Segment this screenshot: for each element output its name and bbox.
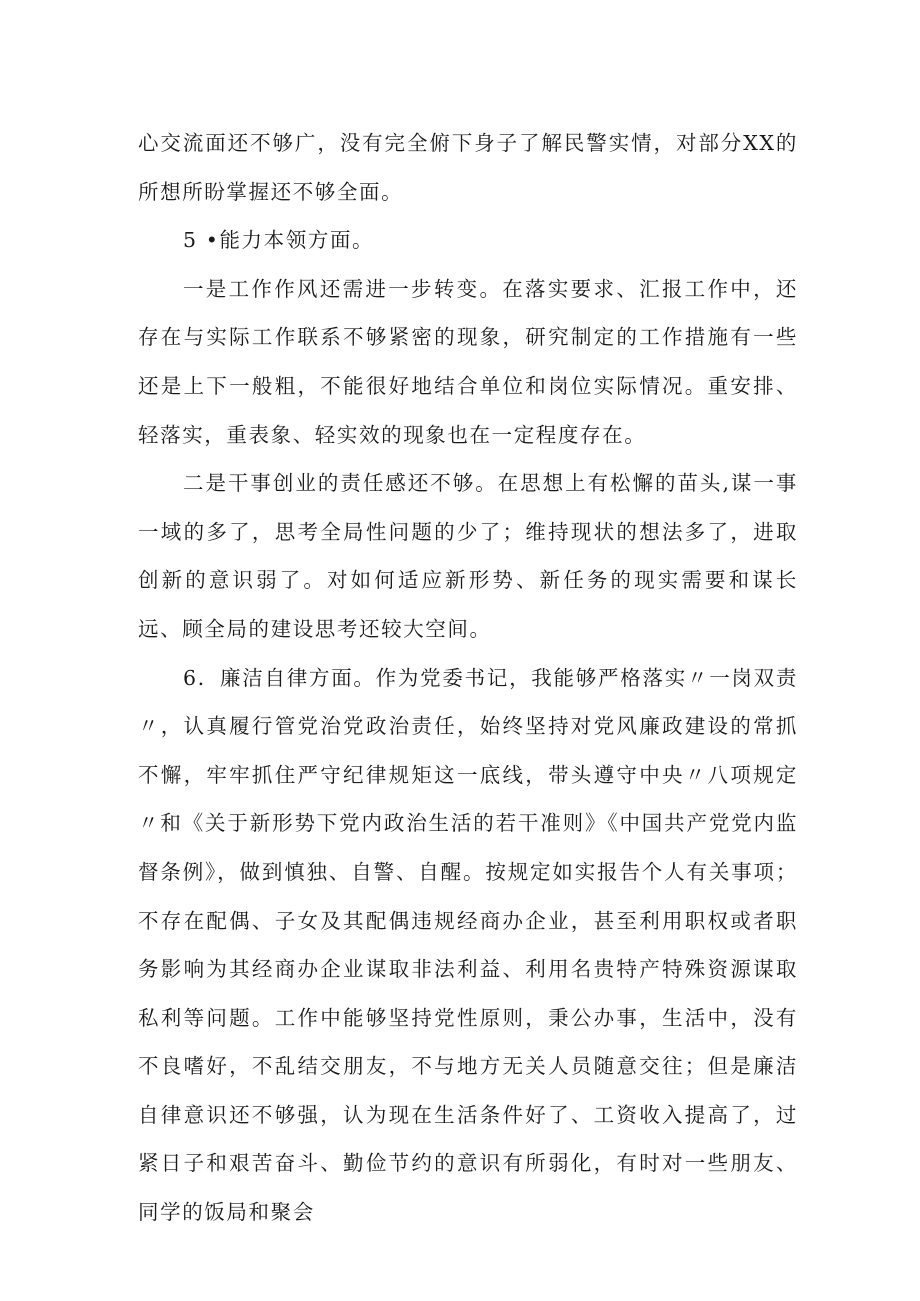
paragraph-continued: 心交流面还不够广，没有完全俯下身子了解民警实情，对部分XX的所想所盼掌握还不够全面。 — [138, 131, 798, 204]
paragraph-work-style: 一是工作作风还需进一步转变。在落实要求、汇报工作中，还存在与实际工作联系不够紧密的现象，研究制定的工作措施有一些还是上下一般粗，不能很好地结合单位和岗位实际情况。重安排、轻落实，重表象、轻实效的现象也在一定程度存在。 — [138, 276, 798, 447]
paragraph-responsibility: 二是干事创业的责任感还不够。在思想上有松懈的苗头,谋一事一域的多了，思考全局性问题的少了；维持现状的想法多了，进取创新的意识弱了。对如何适应新形势、新任务的现实需要和谋长远、顾全局的建设思考还较大空间。 — [138, 471, 798, 641]
section-heading-ability: 5 •能力本领方面。 — [183, 228, 375, 253]
paragraph-integrity: 6．廉洁自律方面。作为党委书记，我能够严格落实〃一岗双责〃，认真履行管党治党政治责任，始终坚持对党风廉政建设的常抓不懈，牢牢抓住严守纪律规矩这一底线，带头遵守中央〃八项规定〃和《关于新形势下党内政治生活的若干准则》《中国共产党党内监督条例》，做到慎独、自警、自醒。按规定如实报告个人有关事项；不存在配偶、子女及其配偶违规经商办企业，甚至利用职权或者职务影响为其经商办企业谋取非法利益、利用名贵特产特殊资源谋取私利等问题。工作中能够坚持党性原则，秉公办事，生活中，没有不良嗜好，不乱结交朋友，不与地方无关人员随意交往；但是廉洁自律意识还不够强，认为现在生活条件好了、工资收入提高了，过紧日子和艰苦奋斗、勤俭节约的意识有所弱化，有时对一些朋友、同学的饭局和聚会 — [138, 665, 798, 1225]
body-text — [138, 119, 798, 1237]
